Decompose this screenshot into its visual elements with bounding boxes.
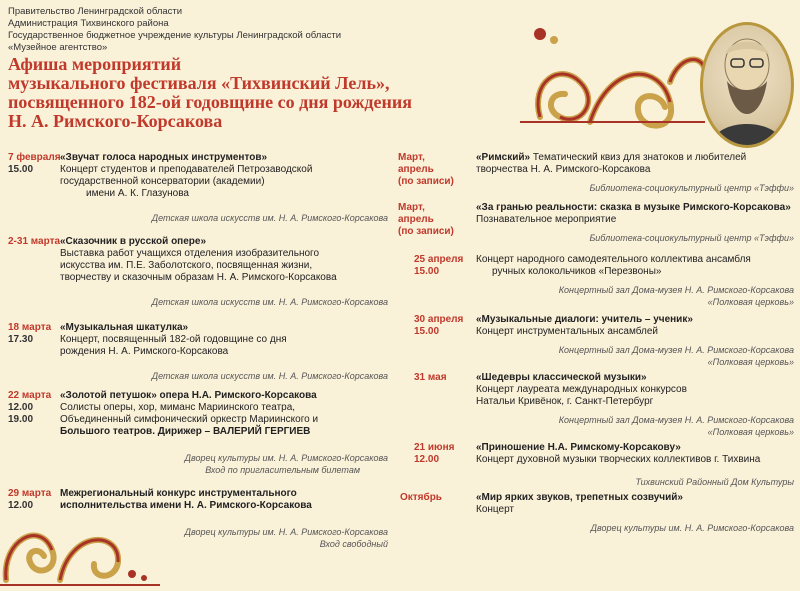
event-date-text: (по записи) xyxy=(398,176,454,187)
event-desc-line: рождения Н. А. Римского-Корсакова xyxy=(60,346,229,357)
event-time: 15.00 xyxy=(414,266,440,277)
event-venue: Детская школа искусств им. Н. А. Римского-Корсакова xyxy=(151,371,388,381)
event-item xyxy=(398,492,794,538)
event-item xyxy=(398,152,794,198)
event-date-text: 2-31 марта xyxy=(8,236,61,247)
event-desc-line: ручных колокольчиков «Перезвоны» xyxy=(492,266,662,277)
event-date-text: 25 апреля xyxy=(414,254,464,265)
title-line: Афиша мероприятий xyxy=(8,54,182,74)
event-date-text: 31 мая xyxy=(414,372,447,383)
event-time: 19.00 xyxy=(8,414,34,425)
event-item xyxy=(8,152,388,232)
event-venue: Концертный зал Дома-музея Н. А. Римского-Корсакова xyxy=(558,415,794,425)
event-item xyxy=(8,390,388,480)
poster-title xyxy=(8,55,528,131)
event-title: «Шедевры классической музыки» xyxy=(476,372,647,383)
event-date xyxy=(8,236,68,248)
event-date-text: Октябрь xyxy=(400,492,442,503)
event-body xyxy=(476,372,687,408)
event-desc-line: Концерт лауреата международных конкурсов xyxy=(476,384,687,395)
event-date-text: 29 марта xyxy=(8,488,52,499)
event-admission: Вход свободный xyxy=(319,539,388,549)
event-date xyxy=(8,390,68,426)
event-date xyxy=(8,488,68,512)
event-desc-line: творчества Н. А. Римского-Корсакова xyxy=(476,164,651,175)
event-desc-line: исполнительства имени Н. А. Римского-Корсакова xyxy=(60,500,312,511)
event-time: 17.30 xyxy=(8,334,34,345)
event-title: «Приношение Н.А. Римскому-Корсакову» xyxy=(476,442,681,453)
event-date xyxy=(414,254,474,278)
event-desc-line: Солисты оперы, хор, миманс Мариинского театра, xyxy=(60,402,296,413)
event-title: «Сказочник в русской опере» xyxy=(60,236,207,247)
event-venue: «Полковая церковь» xyxy=(707,357,794,367)
event-title: «Римский» xyxy=(476,152,531,163)
event-body xyxy=(476,492,683,516)
event-body xyxy=(60,390,318,438)
event-venue: «Полковая церковь» xyxy=(707,297,794,307)
event-desc-line: Концерт, посвященный 182-ой годовщине со дня xyxy=(60,334,287,345)
event-venue: Дворец культуры им. Н. А. Римского-Корсакова xyxy=(590,523,794,533)
event-date-text: 22 марта xyxy=(8,390,52,401)
event-admission: Вход по пригласительным билетам xyxy=(205,465,360,475)
event-venue: Библиотека-социокультурный центр «Тэффи» xyxy=(589,183,794,193)
event-title: «Золотой петушок» опера Н.А. Римского-Корсакова xyxy=(60,390,317,401)
event-desc-line: Концерт народного самодеятельного коллектива ансамбля xyxy=(476,254,751,265)
event-body xyxy=(476,202,791,226)
event-date xyxy=(414,442,474,466)
event-desc-line: Выставка работ учащихся отделения изобразительного xyxy=(60,248,320,259)
event-body xyxy=(476,314,693,338)
event-item xyxy=(398,372,794,438)
event-desc-line: искусства им. П.Е. Заболотского, посвященная жизни, xyxy=(60,260,313,271)
event-venue: Концертный зал Дома-музея Н. А. Римского-Корсакова xyxy=(558,345,794,355)
event-item xyxy=(398,314,794,368)
org-line: Государственное бюджетное учреждение культуры Ленинградской области xyxy=(8,30,342,41)
event-desc-line: Познавательное мероприятие xyxy=(476,214,617,225)
event-desc-line: имени А. К. Глазунова xyxy=(86,188,189,199)
event-item xyxy=(398,202,794,248)
event-body xyxy=(60,322,287,358)
event-venue: Тихвинский Районный Дом Культуры xyxy=(635,477,794,487)
composer-portrait-image xyxy=(700,22,794,148)
event-body xyxy=(476,152,746,176)
event-body xyxy=(476,254,751,278)
event-body xyxy=(60,152,312,200)
event-date-text: 18 марта xyxy=(8,322,52,333)
event-desc-line: Тематический квиз для знатоков и любителей xyxy=(530,152,747,163)
event-desc-line: Концерт студентов и преподавателей Петрозаводской xyxy=(60,164,313,175)
event-date-text: апрель xyxy=(398,164,434,175)
event-desc-line: Объединенный симфонический оркестр Мариинского и xyxy=(60,414,319,425)
event-time: 15.00 xyxy=(414,326,440,337)
event-desc-line: Большого театров. Дирижер – ВАЛЕРИЙ ГЕРГИЕВ xyxy=(60,426,311,437)
event-venue: Детская школа искусств им. Н. А. Римского-Корсакова xyxy=(151,297,388,307)
event-title: Межрегиональный конкурс инструментального xyxy=(60,488,297,499)
event-item xyxy=(398,254,794,308)
event-date xyxy=(8,322,68,346)
event-time: 15.00 xyxy=(8,164,34,175)
title-line: посвященного 182-ой годовщине со дня рождения xyxy=(8,92,413,112)
event-venue: Детская школа искусств им. Н. А. Римского-Корсакова xyxy=(151,213,388,223)
event-date xyxy=(398,202,458,238)
organization-header xyxy=(8,6,341,54)
event-time: 12.00 xyxy=(8,402,34,413)
event-desc-line: Натальи Кривёнок, г. Санкт-Петербург xyxy=(476,396,654,407)
title-line: Н. А. Римского-Корсакова xyxy=(8,111,223,131)
event-desc-line: творчеству и сказочным образам Н. А. Римского-Корсакова xyxy=(60,272,337,283)
event-date-text: 30 апреля xyxy=(414,314,464,325)
event-title: «Музыкальная шкатулка» xyxy=(60,322,189,333)
event-date-text: Март, xyxy=(398,152,425,163)
org-line: Администрация Тихвинского района xyxy=(8,18,169,29)
event-body xyxy=(60,488,312,512)
event-desc-line: Концерт духовной музыки творческих коллективов г. Тихвина xyxy=(476,454,761,465)
event-title: «Мир ярких звуков, трепетных созвучий» xyxy=(476,492,683,503)
event-title: «За гранью реальности: сказка в музыке Римского-Корсакова» xyxy=(476,202,791,213)
event-title: «Звучат голоса народных инструментов» xyxy=(60,152,268,163)
event-venue: Библиотека-социокультурный центр «Тэффи» xyxy=(589,233,794,243)
org-line: «Музейное агентство» xyxy=(8,42,108,53)
event-venue: Концертный зал Дома-музея Н. А. Римского-Корсакова xyxy=(558,285,794,295)
org-line: Правительство Ленинградской области xyxy=(8,6,183,17)
event-item xyxy=(8,488,388,548)
event-desc-line: Концерт xyxy=(476,504,515,515)
event-item xyxy=(8,236,388,316)
event-item xyxy=(8,322,388,382)
event-body xyxy=(476,442,760,466)
event-time: 12.00 xyxy=(414,454,440,465)
event-desc-line: Концерт инструментальных ансамблей xyxy=(476,326,659,337)
event-date-text: апрель xyxy=(398,214,434,225)
event-date xyxy=(414,372,474,384)
event-desc-line: государственной консерватории (академии) xyxy=(60,176,265,187)
event-venue: Дворец культуры им. Н. А. Римского-Корсакова xyxy=(184,453,388,463)
title-line: музыкального фестиваля «Тихвинский Лель», xyxy=(8,73,390,93)
event-body xyxy=(60,236,337,284)
event-venue: Дворец культуры им. Н. А. Римского-Корсакова xyxy=(184,527,388,537)
event-date xyxy=(400,492,460,504)
event-date-text: 21 июня xyxy=(414,442,455,453)
event-date-text: 7 февраля xyxy=(8,152,61,163)
event-title: «Музыкальные диалоги: учитель – ученик» xyxy=(476,314,693,325)
event-date xyxy=(8,152,68,176)
event-date-text: Март, xyxy=(398,202,425,213)
event-date-text: (по записи) xyxy=(398,226,454,237)
event-time: 12.00 xyxy=(8,500,34,511)
event-date xyxy=(398,152,458,188)
event-venue: «Полковая церковь» xyxy=(707,427,794,437)
event-item xyxy=(398,442,794,488)
ornament-dot xyxy=(534,28,546,40)
event-date xyxy=(414,314,474,338)
